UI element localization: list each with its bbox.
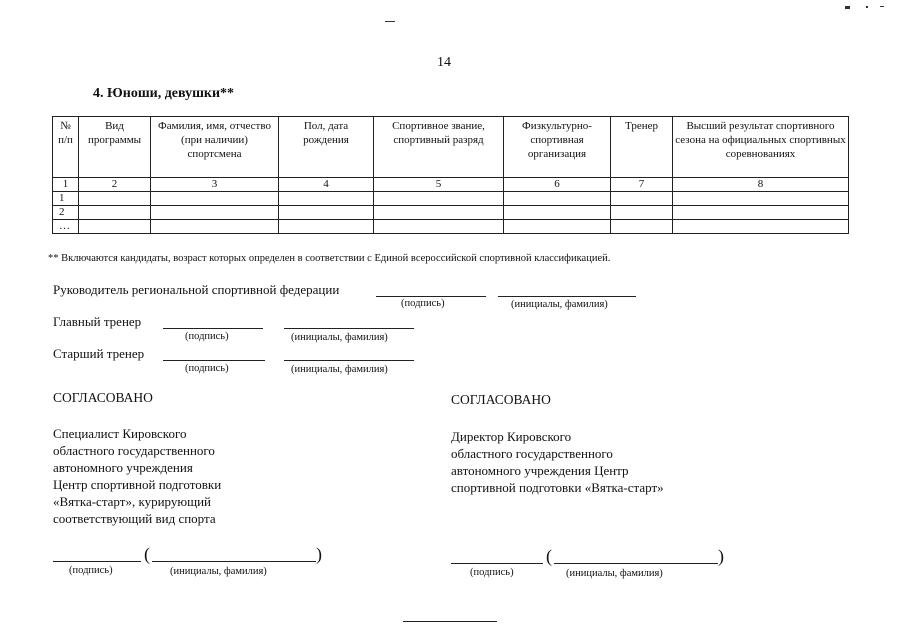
head-coach-name-line[interactable]	[284, 328, 414, 329]
head-coach-signature-line[interactable]	[163, 328, 263, 329]
org-line: «Вятка-старт», курирующий	[53, 494, 211, 509]
table-cell[interactable]	[151, 206, 279, 220]
table-cell[interactable]	[673, 206, 849, 220]
org-line: областного государственного	[451, 446, 613, 461]
athletes-table	[52, 116, 849, 234]
org-line: соответствующий вид спорта	[53, 511, 216, 526]
head-coach-label: Главный тренер	[53, 314, 142, 329]
table-header-row	[53, 117, 849, 178]
approval-left-name-line[interactable]	[152, 561, 316, 562]
open-paren: (	[144, 544, 150, 564]
row-index: …	[53, 220, 79, 234]
org-line: автономного учреждения	[53, 460, 193, 475]
approval-right-caption-name: (инициалы, фамилия)	[566, 568, 663, 579]
head-label: Руководитель региональной спортивной федерации	[53, 282, 340, 297]
approval-left-organization	[53, 425, 221, 527]
approval-left-caption-signature: (подпись)	[69, 565, 113, 576]
column-number: 8	[673, 178, 849, 192]
head-caption-signature: (подпись)	[401, 298, 445, 309]
table-cell[interactable]	[79, 192, 151, 206]
approval-right-signature-line[interactable]	[451, 563, 543, 564]
org-line: областного государственного	[53, 443, 215, 458]
column-number: 1	[53, 178, 79, 192]
approval-right-caption-signature: (подпись)	[470, 567, 514, 578]
table-cell[interactable]	[374, 192, 504, 206]
header-coach: Тренер	[611, 117, 673, 178]
head-coach-caption-name: (инициалы, фамилия)	[291, 332, 388, 343]
header-best-result: Высший результат спортивного сезона на официальных спортивных соревнованиях	[673, 117, 849, 178]
page-number: 14	[437, 55, 451, 70]
row-index: 1	[53, 192, 79, 206]
table-cell[interactable]	[673, 220, 849, 234]
table-cell[interactable]	[611, 220, 673, 234]
header-program: Вид программы	[79, 117, 151, 178]
org-line: Центр спортивной подготовки	[53, 477, 222, 492]
scan-mark	[866, 6, 868, 8]
section-title: 4. Юноши, девушки**	[93, 86, 235, 101]
table-cell[interactable]	[79, 220, 151, 234]
footnote: ** Включаются кандидаты, возраст которых определен в соответствии с Единой всероссийской спортивной классификацией.	[48, 253, 611, 264]
table-cell[interactable]	[374, 206, 504, 220]
table-cell[interactable]	[374, 220, 504, 234]
column-number: 5	[374, 178, 504, 192]
scan-mark	[385, 21, 395, 22]
table-cell[interactable]	[151, 192, 279, 206]
close-paren: )	[718, 546, 724, 566]
header-organization: Физкультурно-спортивная организация	[504, 117, 611, 178]
table-cell[interactable]	[504, 220, 611, 234]
head-signature-line[interactable]	[376, 296, 486, 297]
approval-left-signature-line[interactable]	[53, 561, 141, 562]
senior-coach-caption-name: (инициалы, фамилия)	[291, 364, 388, 375]
column-number: 6	[504, 178, 611, 192]
header-sex-birthdate: Пол, дата рождения	[279, 117, 374, 178]
table-row	[53, 192, 849, 206]
row-index: 2	[53, 206, 79, 220]
table-cell[interactable]	[79, 206, 151, 220]
table-row	[53, 206, 849, 220]
head-name-line[interactable]	[498, 296, 636, 297]
head-caption-name: (инициалы, фамилия)	[511, 299, 608, 310]
column-number-row	[53, 178, 849, 192]
table-cell[interactable]	[279, 192, 374, 206]
senior-coach-caption-signature: (подпись)	[185, 363, 229, 374]
table-cell[interactable]	[611, 192, 673, 206]
org-line: автономного учреждения Центр	[451, 463, 629, 478]
close-paren: )	[316, 544, 322, 564]
column-number: 7	[611, 178, 673, 192]
table-cell[interactable]	[279, 206, 374, 220]
approval-right-organization	[451, 428, 664, 496]
table-cell[interactable]	[673, 192, 849, 206]
senior-coach-signature-line[interactable]	[163, 360, 265, 361]
approval-right-name-line[interactable]	[554, 563, 718, 564]
head-coach-caption-signature: (подпись)	[185, 331, 229, 342]
column-number: 3	[151, 178, 279, 192]
approval-right-heading: СОГЛАСОВАНО	[451, 392, 551, 407]
scan-mark	[880, 6, 884, 7]
org-line: Директор Кировского	[451, 429, 572, 444]
scan-mark	[845, 6, 850, 9]
header-sport-rank: Спортивное звание, спортивный разряд	[374, 117, 504, 178]
table-cell[interactable]	[151, 220, 279, 234]
header-athlete-name: Фамилия, имя, отчество (при наличии) спортсмена	[151, 117, 279, 178]
org-line: спортивной подготовки «Вятка-старт»	[451, 480, 664, 495]
senior-coach-name-line[interactable]	[284, 360, 414, 361]
table-cell[interactable]	[504, 192, 611, 206]
senior-coach-label: Старший тренер	[53, 346, 145, 361]
bottom-rule	[403, 621, 497, 622]
table-row	[53, 220, 849, 234]
approval-left-caption-name: (инициалы, фамилия)	[170, 566, 267, 577]
approval-left-heading: СОГЛАСОВАНО	[53, 390, 153, 405]
header-number: № п/п	[53, 117, 79, 178]
table-cell[interactable]	[279, 220, 374, 234]
column-number: 4	[279, 178, 374, 192]
table-cell[interactable]	[504, 206, 611, 220]
column-number: 2	[79, 178, 151, 192]
org-line: Специалист Кировского	[53, 426, 187, 441]
open-paren: (	[546, 546, 552, 566]
table-cell[interactable]	[611, 206, 673, 220]
